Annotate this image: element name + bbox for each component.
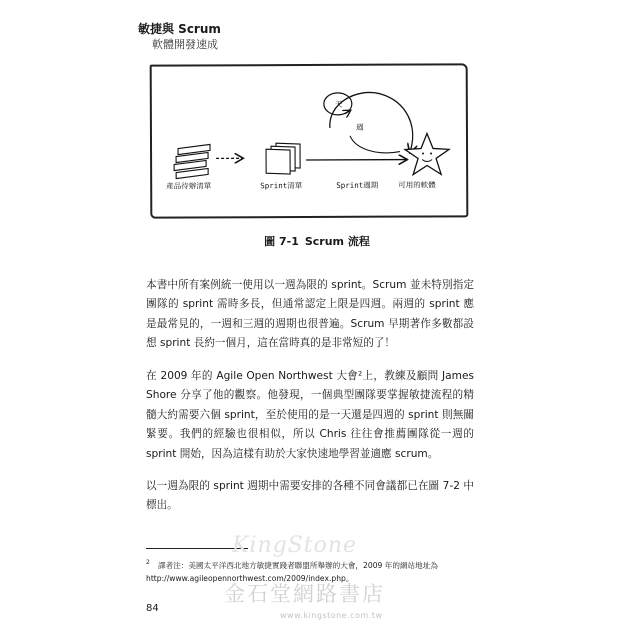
- sprint-cycle-label: Sprint週期: [336, 180, 379, 190]
- book-title: 敏捷與 Scrum: [138, 22, 221, 36]
- watermark-logo: KingStone: [232, 533, 358, 558]
- watermark-store-name: 金石堂網路書店: [224, 582, 385, 606]
- figure-title: Scrum 流程: [304, 235, 370, 248]
- sprint-backlog-cards-icon: [266, 143, 300, 174]
- footnote-url: http://www.agileopennorthwest.com/2009/index.php。: [146, 574, 354, 583]
- running-head: [138, 22, 221, 52]
- footnote-number: 2: [146, 559, 150, 566]
- day-label: 天: [334, 99, 343, 109]
- paragraph-meetings: 以一週為限的 sprint 週期中需要安排的各種不同會議都已在圖 7-2 中標出。: [146, 479, 474, 512]
- paragraph-sprint-length: 本書中所有案例統一使用以一週為限的 sprint。Scrum 並未特別指定團隊的 sprint 需時多長，但通常認定上限是四週。兩週的 sprint 應是最常見的，一週和三週的週期也很普遍。Scrum 早期著作多數都設想 sprint 長約一個月，這在當時真的是非常短的了！: [146, 278, 474, 350]
- paragraph-james-shore: 在 2009 年的 Agile Open Northwest 大會²上，教練及顧問 James Shore 分享了他的觀察。他發現，一個典型團隊要掌握敏捷流程的精髓大約需要六個 sprint，至於使用的是一天還是四週的 sprint 則無關緊要。我們的經驗也很相似，所以 Chris 往往會推薦團隊從一週的 sprint 開始，因為這樣有助於大家快速地學習並適應 scrum。: [146, 369, 474, 460]
- book-subtitle: 軟體開發速成: [152, 38, 218, 51]
- figure-number: 圖 7-1: [264, 235, 299, 248]
- figure-caption: [0, 233, 640, 249]
- week-loop-icon: [330, 92, 413, 152]
- footnote-text: 譯者注：美國太平洋西北地方敏捷實踐者聯盟所舉辦的大會，2009 年的網站地址為: [158, 561, 438, 570]
- working-software-star-icon: [405, 133, 449, 174]
- watermark-url: www.kingstone.com.tw: [280, 611, 383, 620]
- page-number: 84: [146, 603, 159, 614]
- sprint-backlog-label: Sprint清單: [260, 181, 303, 191]
- week-label: 週: [355, 122, 364, 132]
- working-software-label: 可用的軟體: [398, 180, 436, 190]
- scrum-flow-diagram: [152, 65, 467, 216]
- scrum-process-figure: [150, 63, 469, 218]
- product-backlog-stack-icon: [174, 144, 210, 178]
- product-backlog-label: 產品待辦清單: [166, 181, 212, 191]
